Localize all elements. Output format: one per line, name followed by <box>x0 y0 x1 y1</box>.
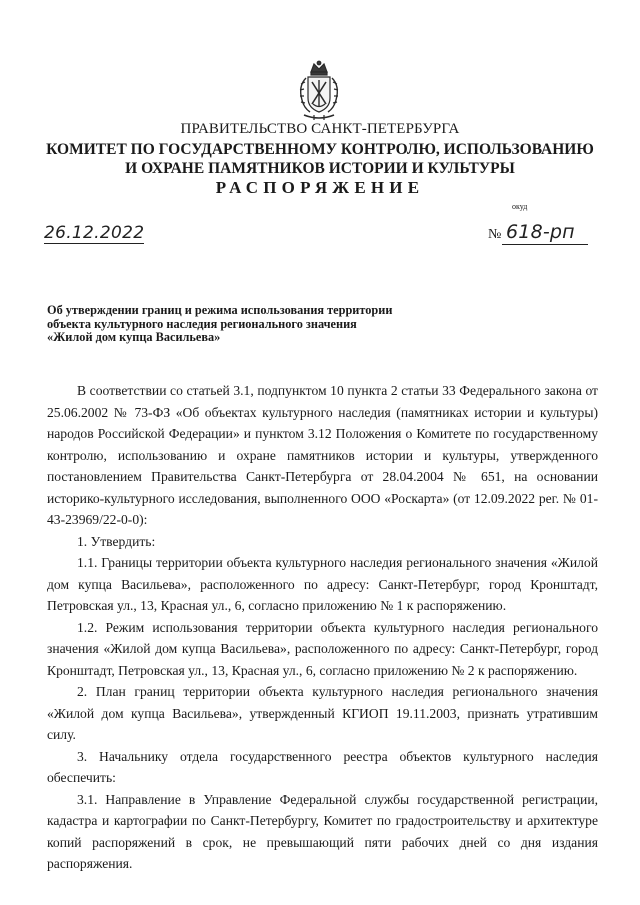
number-label: № <box>488 227 502 242</box>
document-subject <box>47 304 467 345</box>
document-number <box>502 220 588 245</box>
paragraph-preamble: В соответствии со статьей 3.1, подпунктом 10 пункта 2 статьи 33 Федерального закона от 25.06.2002 № 73-ФЗ «Об объектах культурного наследия (памятниках истории и культуры) народов Российской Федерации» и пунктом 3.12 Положения о Комитете по государственному контролю, использованию и охране памятников истории и культуры, утвержденного постановлением Правительства Санкт-Петербурга от 28.04.2004 № 651, на основании историко-культурного исследования, выполненного ООО «Роскарта» (от 12.09.2022 рег. № 01-43-23969/22-0-0): <box>47 383 598 527</box>
document-date: 26.12.2022 <box>44 223 145 243</box>
document-type: РАСПОРЯЖЕНИЕ <box>215 178 425 197</box>
coat-of-arms-icon <box>292 60 346 122</box>
subject-line1: Об утверждении границ и режима использования территории <box>47 303 393 317</box>
paragraph-item-2: 2. План границ территории объекта культурного наследия регионального значения «Жилой дом купца Васильева», утвержденный КГИОП 19.11.2003, признать утратившим силу. <box>47 684 598 742</box>
paragraph-item-1-2: 1.2. Режим использования территории объекта культурного наследия регионального значения «Жилой дом купца Васильева», расположенного по адресу: Санкт-Петербург, город Кронштадт, Петровская ул., 13, Красная ул., 6, согласно приложению № 2 к распоряжению. <box>47 619 598 678</box>
subject-line3: «Жилой дом купца Васильева» <box>47 330 221 344</box>
paragraph-item-3: 3. Начальнику отдела государственного реестра объектов культурного наследия обеспечить: <box>47 748 598 785</box>
committee-name-line1: КОМИТЕТ ПО ГОСУДАРСТВЕННОМУ КОНТРОЛЮ, ИСПОЛЬЗОВАНИЮ <box>46 141 594 158</box>
paragraph-item-1: 1. Утвердить: <box>77 533 156 549</box>
paragraph-item-3-1: 3.1. Направление в Управление Федеральной службы государственной регистрации, кадастра и картографии по Санкт-Петербургу, Комитет по градостроительству и архитектуре копий распоряжений в срок, не превышающий пяти рабочих дней со дня издания распоряжения. <box>47 791 598 871</box>
committee-name-line2: И ОХРАНЕ ПАМЯТНИКОВ ИСТОРИИ И КУЛЬТУРЫ <box>125 160 515 177</box>
document-number-value: 618-рп <box>506 221 575 243</box>
government-title: ПРАВИТЕЛЬСТВО САНКТ-ПЕТЕРБУРГА <box>180 121 460 137</box>
subject-line2: объекта культурного наследия регионального значения <box>47 316 357 331</box>
committee-name <box>0 140 640 178</box>
paragraph-item-1-1: 1.1. Границы территории объекта культурного наследия регионального значения «Жилой дом купца Васильева», расположенного по адресу: Санкт-Петербург, город Кронштадт, Петровская ул., 13, Красная ул., 6, согласно приложению № 1 к распоряжению. <box>47 555 598 613</box>
okud-label: окуд <box>512 202 528 211</box>
document-body <box>47 380 598 875</box>
